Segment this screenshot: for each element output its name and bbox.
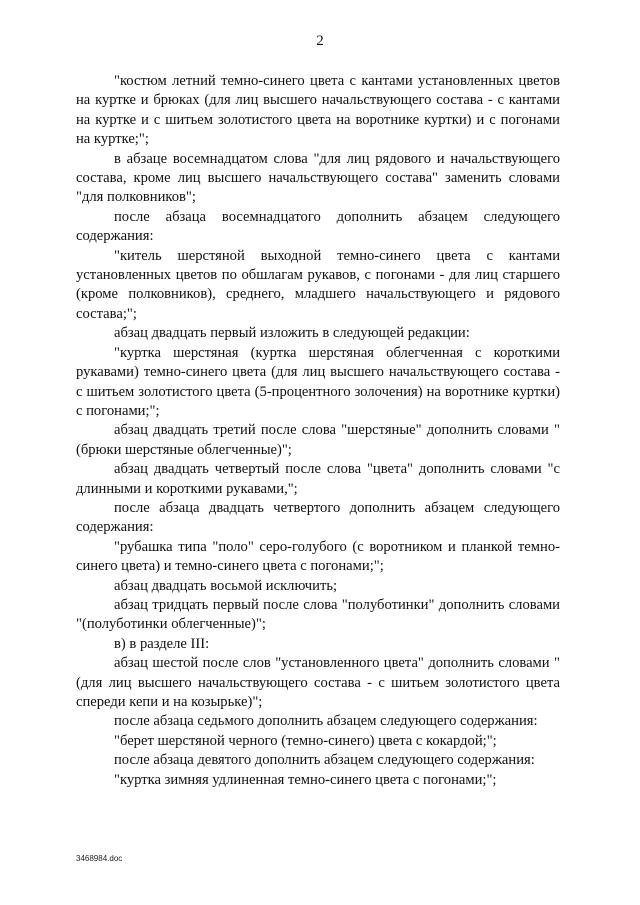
- paragraph: абзац двадцать третий после слова "шерстяные" дополнить словами "(брюки шерстяные облегченные)";: [76, 422, 560, 458]
- document-file-id: 3468984.doc: [76, 854, 123, 863]
- paragraph: в абзаце восемнадцатом слова "для лиц рядового и начальствующего состава, кроме лиц высшего начальствующего состава" заменить словами "для полковников";: [76, 150, 560, 206]
- paragraph: после абзаца двадцать четвертого дополнить абзацем следующего содержания:: [76, 499, 560, 536]
- paragraph: "куртка зимняя удлиненная темно-синего цвета с погонами;";: [114, 771, 497, 788]
- paragraph: в) в разделе III:: [114, 635, 210, 652]
- paragraph: абзац двадцать четвертый после слова "цвета" дополнить словами "с длинными и короткими рукавами,";: [76, 461, 560, 497]
- document-body: [76, 72, 560, 790]
- paragraph: абзац двадцать восьмой исключить;: [114, 577, 338, 594]
- paragraph: "рубашка типа "поло" серо-голубого (с воротником и планкой темно-синего цвета) и темно-синего цвета с погонами;";: [76, 538, 560, 575]
- paragraph: "китель шерстяной выходной темно-синего цвета с кантами установленных цветов по обшлагам рукавов, с погонами - для лиц старшего (кроме полковников), среднего, младшего начальствующего и рядового состава;";: [76, 247, 560, 322]
- paragraph: "костюм летний темно-синего цвета с кантами установленных цветов на куртке и брюках (для лиц высшего начальствующего состава - с кантами на куртке и с шитьем золотистого цвета на воротнике куртки) и с погонами на куртке;";: [76, 73, 560, 148]
- paragraph: после абзаца девятого дополнить абзацем следующего содержания:: [114, 752, 535, 769]
- paragraph: "берет шерстяной черного (темно-синего) цвета с кокардой;";: [114, 732, 497, 749]
- paragraph: абзац шестой после слов "установленного цвета" дополнить словами "(для лиц высшего начальствующего состава - с шитьем золотистого цвета спереди кепи и на козырьке)";: [76, 655, 560, 710]
- paragraph: после абзаца восемнадцатого дополнить абзацем следующего содержания:: [76, 208, 560, 245]
- paragraph: после абзаца седьмого дополнить абзацем следующего содержания:: [114, 713, 538, 730]
- page-number: 2: [316, 33, 324, 49]
- paragraph: "куртка шерстяная (куртка шерстяная облегченная с короткими рукавами) темно-синего цвета (для лиц высшего начальствующего состава - с шитьем золотистого цвета (5-процентного золочения) на воротнике куртки) с погонами;";: [76, 344, 560, 419]
- paragraph: абзац двадцать первый изложить в следующей редакции:: [114, 325, 470, 342]
- paragraph: абзац тридцать первый после слова "полуботинки" дополнить словами "(полуботинки облегченные)";: [76, 596, 560, 633]
